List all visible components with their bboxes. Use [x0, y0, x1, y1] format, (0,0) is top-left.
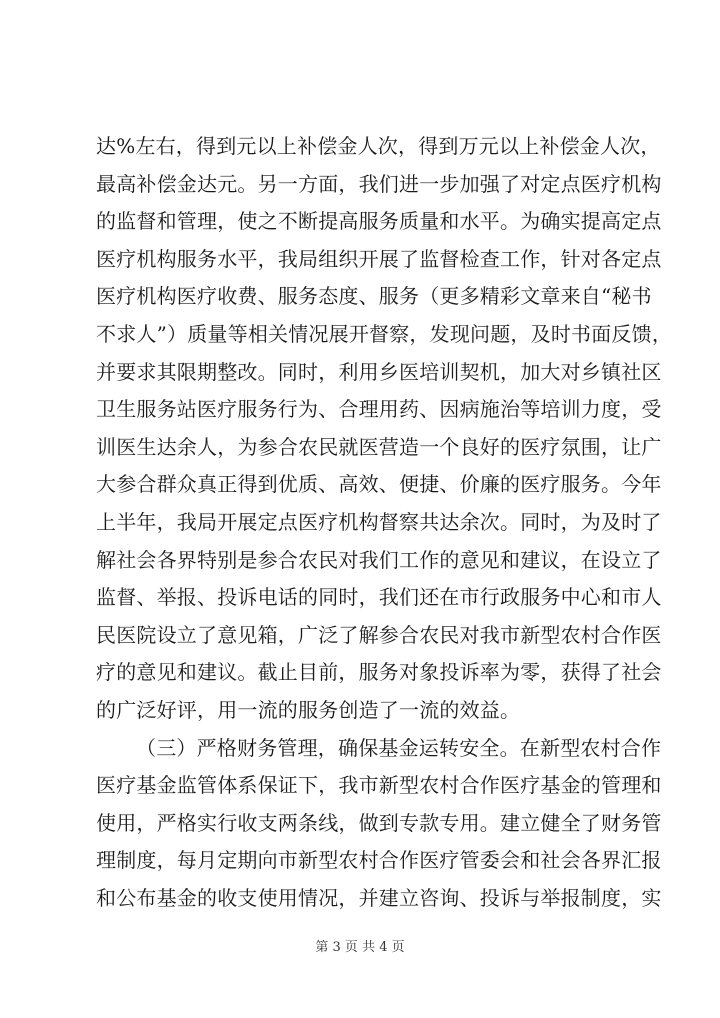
text-line: 上半年，我局开展定点医疗机构督察共达余次。同时，为及时了: [96, 509, 662, 534]
text-line: 使用，严格实行收支两条线，做到专款专用。建立健全了财务管: [96, 810, 662, 835]
text-line: 并要求其限期整改。同时，利用乡医培训契机，加大对乡镇社区: [96, 359, 662, 384]
text-line: 民医院设立了意见箱，广泛了解参合农民对我市新型农村合作医: [96, 622, 662, 647]
text-line: 不求人”）质量等相关情况展开督察，发现问题，及时书面反馈，: [96, 321, 673, 346]
paragraph-1: [96, 128, 673, 730]
text-line: 解社会各界特别是参合农民对我们工作的意见和建议，在设立了: [96, 547, 662, 572]
page-number-footer: 第 3 页 共 4 页: [315, 940, 405, 955]
text-line: 医疗机构医疗收费、服务态度、服务（更多精彩文章来自“秘书: [96, 284, 652, 309]
text-line: 训医生达余人，为参合农民就医营造一个良好的医疗氛围，让广: [96, 434, 662, 459]
text-line: 达%左右，得到元以上补偿金人次，得到万元以上补偿金人次，: [96, 134, 661, 158]
text-line: 监督、举报、投诉电话的同时，我们还在市行政服务中心和市人: [96, 585, 662, 610]
text-line: 的广泛好评，用一流的服务创造了一流的效益。: [96, 697, 521, 722]
text-line: 医疗基金监管体系保证下，我市新型农村合作医疗基金的管理和: [96, 773, 662, 798]
text-line: 卫生服务站医疗服务行为、合理用药、因病施治等培训力度，受: [96, 397, 662, 422]
text-line: 大参合群众真正得到优质、高效、便捷、价廉的医疗服务。今年: [96, 472, 662, 497]
document-body: [96, 128, 673, 917]
text-line: 和公布基金的收支使用情况，并建立咨询、投诉与举报制度，实: [96, 885, 662, 910]
text-line: 最高补偿金达元。另一方面，我们进一步加强了对定点医疗机构: [96, 171, 662, 196]
text-line: 疗的意见和建议。截止目前，服务对象投诉率为零，获得了社会: [96, 660, 662, 685]
text-line: （三）严格财务管理，确保基金运转安全。在新型农村合作: [136, 735, 662, 760]
text-line: 医疗机构服务水平，我局组织开展了监督检查工作，针对各定点: [96, 246, 662, 271]
text-line: 理制度，每月定期向市新型农村合作医疗管委会和社会各界汇报: [96, 848, 662, 873]
paragraph-2: [96, 730, 662, 918]
text-line: 的监督和管理，使之不断提高服务质量和水平。为确实提高定点: [96, 209, 662, 234]
